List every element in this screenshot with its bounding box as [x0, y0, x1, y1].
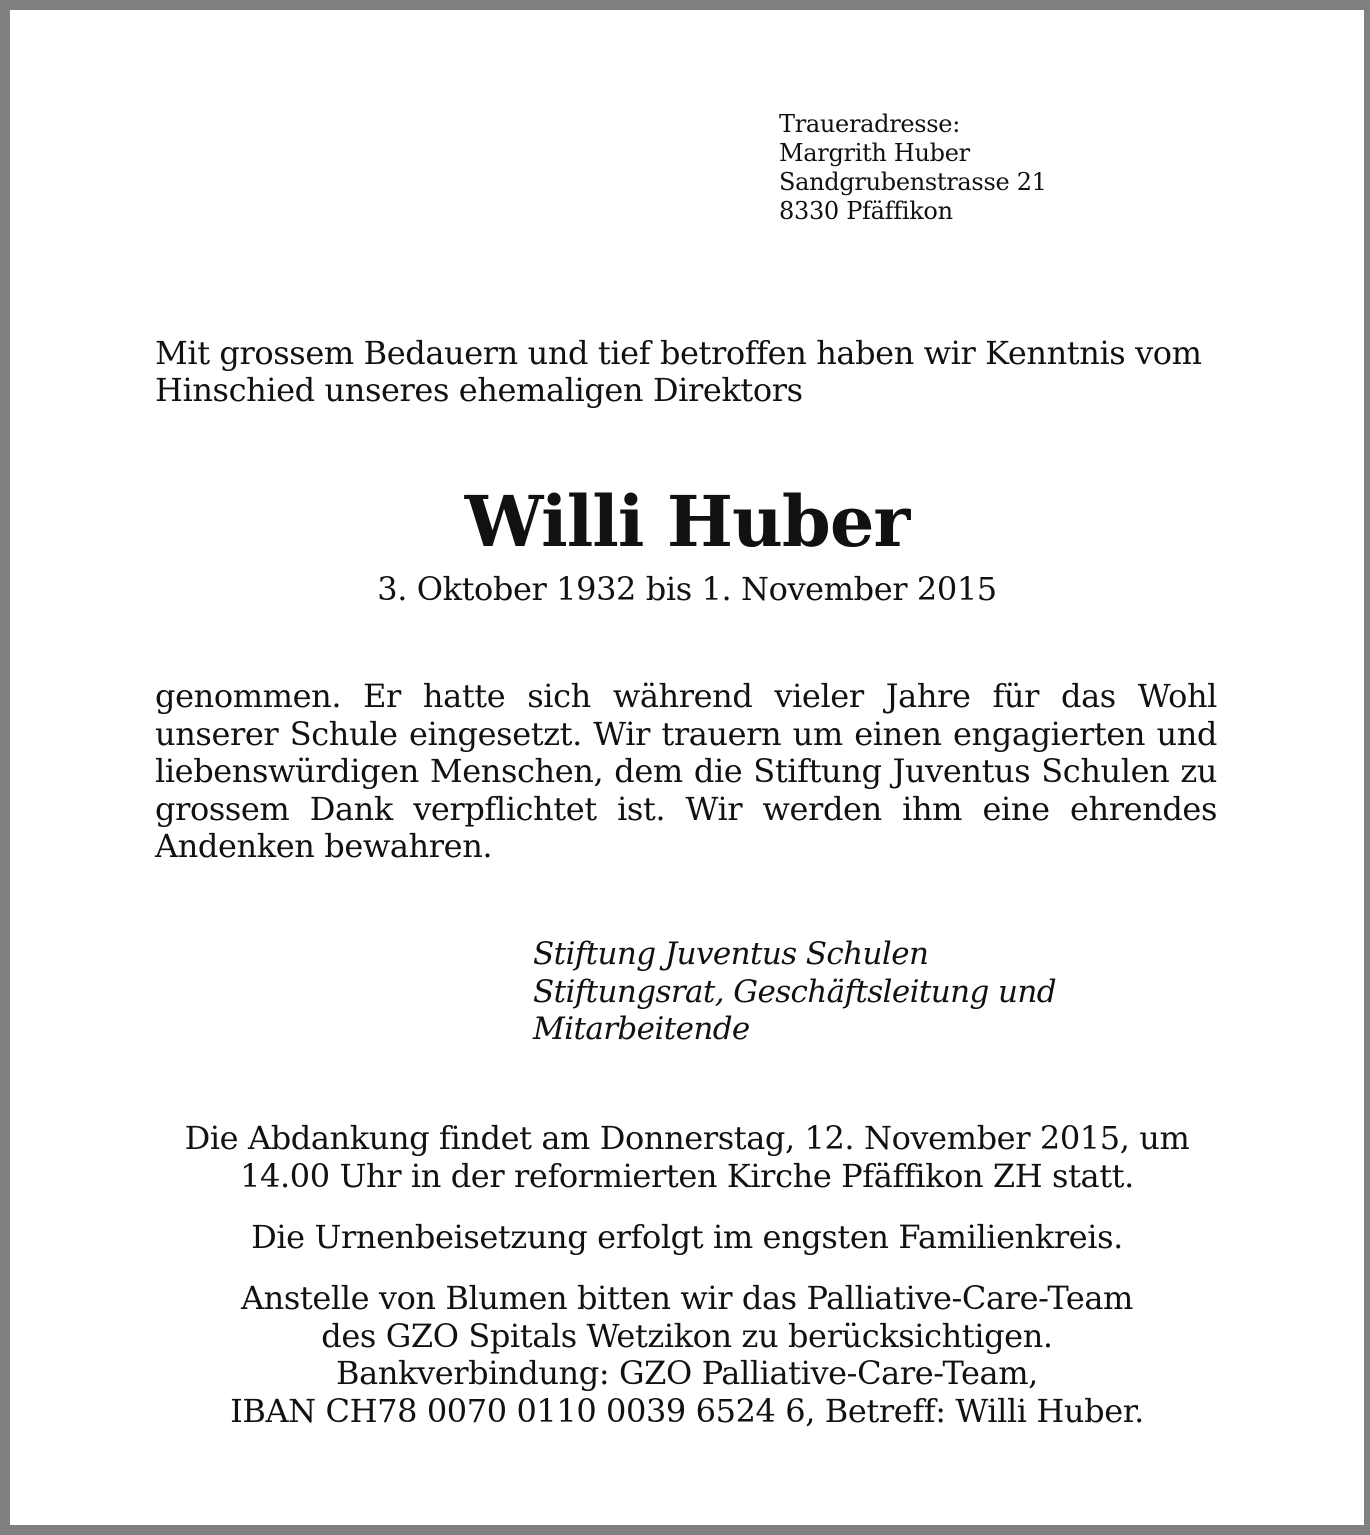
tribute-paragraph: genommen. Er hatte sich während vieler Jahre für das Wohl unserer Schule eingesetzt. Wir trauern um einen engagierten und liebenswürdigen Menschen, dem die Stiftung Juventus Schulen zu grossem Dank verpflichtet ist. Wir werden ihm eine ehrendes Andenken bewahren.: [155, 677, 1217, 865]
signature-line: Stiftung Juventus Schulen: [533, 936, 929, 972]
funeral-service-notice: [10, 1120, 1364, 1195]
signature-line: Stiftungsrat, Geschäftsleitung und: [533, 973, 1056, 1010]
life-dates: 3. Oktober 1932 bis 1. November 2015: [377, 570, 997, 608]
signature-line: Mitarbeitende: [533, 1011, 750, 1047]
donation-line: des GZO Spitals Wetzikon zu berücksichtigen.: [321, 1316, 1053, 1355]
address-name: Margrith Huber: [779, 139, 970, 167]
bank-details-line: Bankverbindung: GZO Palliative-Care-Team,: [336, 1354, 1038, 1392]
donation-line: Anstelle von Blumen bitten wir das Palliative-Care-Team: [240, 1279, 1134, 1317]
deceased-name: Willi Huber: [464, 480, 910, 563]
address-label: Traueradresse:: [779, 110, 960, 138]
mourning-address: [779, 110, 1047, 226]
intro-text: [155, 335, 1220, 409]
donation-notice: [10, 1280, 1364, 1430]
service-line: Die Abdankung findet am Donnerstag, 12. November 2015, um: [184, 1119, 1190, 1157]
burial-notice: [10, 1219, 1364, 1257]
iban-line: IBAN CH78 0070 0110 0039 6524 6, Betreff: Willi Huber.: [230, 1391, 1144, 1430]
service-line: 14.00 Uhr in der reformierten Kirche Pfäffikon ZH statt.: [240, 1156, 1134, 1195]
intro-line: Mit grossem Bedauern und tief betroffen haben wir Kenntnis vom: [155, 334, 1202, 372]
signature-block: [533, 936, 1056, 1049]
obituary-page: [10, 10, 1364, 1525]
burial-line: Die Urnenbeisetzung erfolgt im engsten Familienkreis.: [251, 1218, 1123, 1256]
address-street: Sandgrubenstrasse 21: [779, 168, 1047, 196]
address-city: 8330 Pfäffikon: [779, 197, 953, 225]
intro-line: Hinschied unseres ehemaligen Direktors: [155, 371, 803, 409]
